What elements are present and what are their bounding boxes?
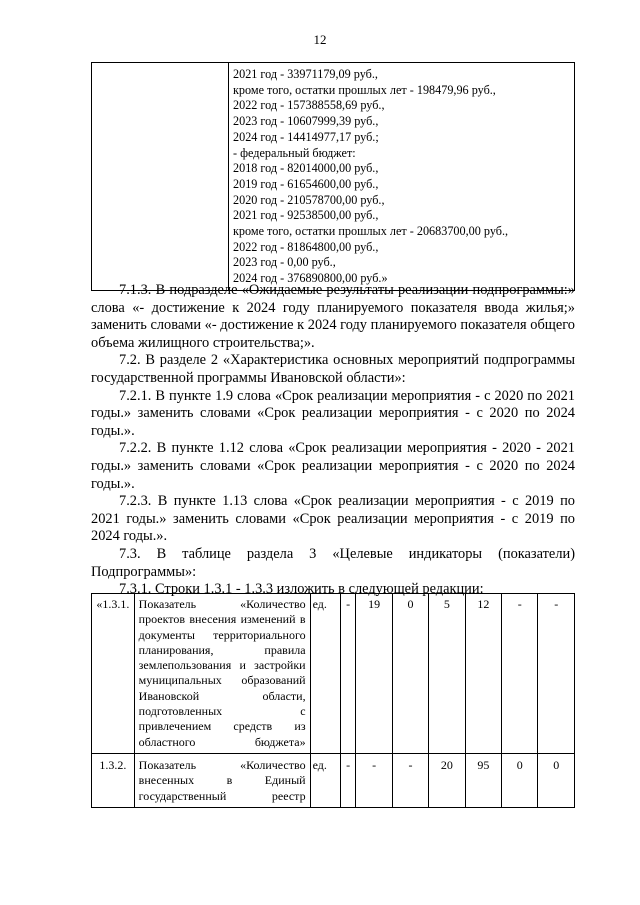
funding-lines-cell xyxy=(229,63,575,291)
funding-line: 2022 год - 157388558,69 руб., xyxy=(233,98,385,113)
funding-line: 2024 год - 376890800,00 руб.» xyxy=(233,271,388,286)
row-value: 0 xyxy=(392,594,428,754)
funding-line: 2022 год - 81864800,00 руб., xyxy=(233,239,379,254)
funding-line: - федеральный бюджет: xyxy=(233,145,356,160)
table-row xyxy=(92,753,575,807)
paragraph: 7.3.1. Строки 1.3.1 - 1.3.3 изложить в следующей редакции: xyxy=(119,581,484,598)
row-value: 12 xyxy=(465,594,501,754)
funding-line: 2023 год - 10607999,39 руб., xyxy=(233,114,379,129)
row-value: - xyxy=(392,753,428,807)
funding-line: 2018 год - 82014000,00 руб., xyxy=(233,161,379,176)
row-value: 20 xyxy=(429,753,465,807)
row-value: - xyxy=(340,594,356,754)
row-unit: ед. xyxy=(310,594,340,754)
paragraph: 7.2.2. В пункте 1.12 слова «Срок реализации мероприятия - 2020 - 2021 годы.» заменить словами «Срок реализации мероприятия - с 2020 по 2024 годы.». xyxy=(91,440,575,492)
funding-row xyxy=(92,63,575,291)
funding-line: 2024 год - 14414977,17 руб.; xyxy=(233,129,379,144)
paragraph: 7.2.1. В пункте 1.9 слова «Срок реализации мероприятия - с 2020 по 2021 годы.» заменить словами «Срок реализации мероприятия - с 2020 по 2024 годы.». xyxy=(91,387,575,439)
row-value: 19 xyxy=(356,594,392,754)
paragraph: 7.1.3. В подразделе «Ожидаемые результаты реализации подпрограммы:» слова «- достижение к 2024 году планируемого показателя ввода жилья;» заменить словами «- достижение к 2024 году планируемого показателя общего объема жилищного строительства;». xyxy=(91,282,575,351)
paragraph: 7.2.3. В пункте 1.13 слова «Срок реализации мероприятия - с 2019 по 2021 годы.» заменить словами «Срок реализации мероприятия - с 2019 по 2024 годы.». xyxy=(91,493,575,545)
funding-line: 2019 год - 61654600,00 руб., xyxy=(233,176,379,191)
amendment-text xyxy=(91,282,575,599)
table-row xyxy=(92,594,575,754)
row-description: Показатель «Количество проектов внесения изменений в документы территориального планирования, правила землепользования и застройки муниципальных образований Ивановской области, подготовленных с привлечением средств из областного бюджета» xyxy=(134,594,310,754)
paragraph: 7.2. В разделе 2 «Характеристика основных мероприятий подпрограммы государственной программы Ивановской области»: xyxy=(91,352,575,386)
funding-line: кроме того, остатки прошлых лет - 20683700,00 руб., xyxy=(233,224,509,239)
row-number: «1.3.1. xyxy=(92,594,135,754)
funding-line: 2021 год - 33971179,09 руб., xyxy=(233,67,378,81)
row-value: 5 xyxy=(429,594,465,754)
funding-line: 2021 год - 92538500,00 руб., xyxy=(233,208,379,223)
funding-line: 2020 год - 210578700,00 руб., xyxy=(233,192,385,207)
row-unit: ед. xyxy=(310,753,340,807)
row-value: 0 xyxy=(502,753,538,807)
row-value: - xyxy=(356,753,392,807)
funding-table xyxy=(91,62,575,291)
row-value: 0 xyxy=(538,753,575,807)
row-number: 1.3.2. xyxy=(92,753,135,807)
funding-label-cell xyxy=(92,63,229,291)
row-value: - xyxy=(502,594,538,754)
row-description: Показатель «Количество внесенных в Единый государственный реестр xyxy=(134,753,310,807)
page-number: 12 xyxy=(313,32,327,47)
paragraph: 7.3. В таблице раздела 3 «Целевые индикаторы (показатели) Подпрограммы»: xyxy=(91,545,575,580)
indicator-table xyxy=(91,593,575,808)
row-value: 95 xyxy=(465,753,501,807)
funding-line: кроме того, остатки прошлых лет - 198479,96 руб., xyxy=(233,82,496,97)
row-value: - xyxy=(340,753,356,807)
row-value: - xyxy=(538,594,575,754)
funding-line: 2023 год - 0,00 руб., xyxy=(233,255,336,270)
